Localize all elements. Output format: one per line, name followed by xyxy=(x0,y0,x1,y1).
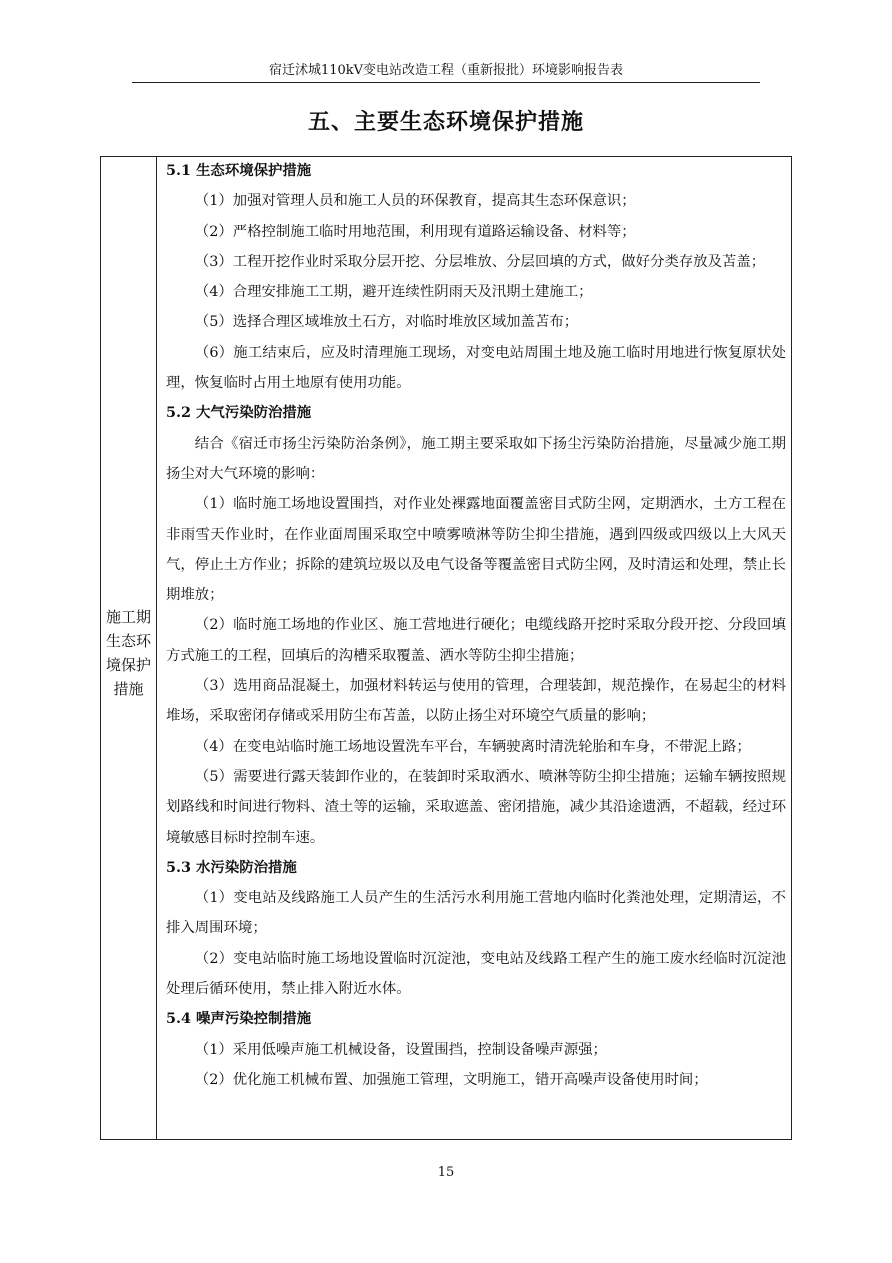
measure-paragraph: （3）选用商品混凝土，加强材料转运与使用的管理，合理装卸，规范操作，在易起尘的材料堆场，采取密闭存储或采用防尘布苫盖，以防止扬尘对环境空气质量的影响； xyxy=(166,678,786,725)
measure-paragraph: （1）加强对管理人员和施工人员的环保教育，提高其生态环保意识； xyxy=(194,193,636,210)
measure-paragraph: （4）在变电站临时施工场地设置洗车平台，车辆驶离时清洗轮胎和车身，不带泥上路； xyxy=(194,738,751,755)
header-rule xyxy=(132,82,760,83)
section-title: 五、主要生态环境保护措施 xyxy=(307,110,584,135)
block-heading: 5.2 大气污染防治措施 xyxy=(166,404,312,422)
measure-paragraph: （5）需要进行露天装卸作业的，在装卸时采取洒水、喷淋等防尘抑尘措施；运输车辆按照规划路线和时间进行物料、渣土等的运输，采取遮盖、密闭措施，减少其沿途遗洒，不超载，经过环境敏感目标时控制车速。 xyxy=(166,768,786,846)
block-air xyxy=(166,398,786,852)
measure-paragraph: （3）工程开挖作业时采取分层开挖、分层堆放、分层回填的方式，做好分类存放及苫盖； xyxy=(194,253,766,270)
measure-paragraph: 结合《宿迁市扬尘污染防治条例》，施工期主要采取如下扬尘污染防治措施，尽量减少施工期扬尘对大气环境的影响： xyxy=(166,435,786,482)
table-column-divider xyxy=(156,156,157,1140)
row-label-line: 措施 xyxy=(113,680,144,698)
measure-paragraph: （5）选择合理区域堆放土石方，对临时堆放区域加盖苫布； xyxy=(194,314,579,331)
row-label xyxy=(101,605,156,701)
page-number: 15 xyxy=(437,1165,455,1180)
measures-content xyxy=(166,156,786,1095)
measure-paragraph: （1）临时施工场地设置围挡，对作业处裸露地面覆盖密目式防尘网，定期洒水，土方工程在非雨雪天作业时，在作业面周围采取空中喷雾喷淋等防尘抑尘措施，遇到四级或四级以上大风天气，停止土方作业；拆除的建筑垃圾以及电气设备等覆盖密目式防尘网，及时清运和处理，禁止长期堆放； xyxy=(166,496,786,604)
block-water xyxy=(166,853,786,1004)
measure-paragraph: （2）优化施工机械布置、加强施工管理，文明施工，错开高噪声设备使用时间； xyxy=(194,1071,708,1088)
measure-paragraph: （6）施工结束后，应及时清理施工现场，对变电站周围土地及施工临时用地进行恢复原状处理，恢复临时占用土地原有使用功能。 xyxy=(166,344,786,392)
row-label-line: 境保护 xyxy=(105,656,151,674)
block-heading: 5.3 水污染防治措施 xyxy=(166,858,297,876)
measure-paragraph: （1）变电站及线路施工人员产生的生活污水利用施工营地内临时化粪池处理，定期清运，不排入周围环境； xyxy=(166,890,786,937)
measure-paragraph: （2）临时施工场地的作业区、施工营地进行硬化；电缆线路开挖时采取分段开挖、分段回填方式施工的工程，回填后的沟槽采取覆盖、洒水等防尘抑尘措施； xyxy=(166,617,786,664)
row-label-line: 生态环 xyxy=(105,632,151,650)
running-header: 宿迁沭城110kV变电站改造工程（重新报批）环境影响报告表 xyxy=(268,63,624,78)
measure-paragraph: （2）严格控制施工临时用地范围，利用现有道路运输设备、材料等； xyxy=(194,223,636,240)
block-heading: 5.4 噪声污染控制措施 xyxy=(166,1010,312,1028)
block-ecological xyxy=(166,156,786,398)
block-noise xyxy=(166,1004,786,1095)
measure-paragraph: （1）采用低噪声施工机械设备，设置围挡，控制设备噪声源强； xyxy=(194,1041,607,1058)
measure-paragraph: （2）变电站临时施工场地设置临时沉淀池，变电站及线路工程产生的施工废水经临时沉淀池处理后循环使用，禁止排入附近水体。 xyxy=(166,950,786,998)
block-heading: 5.1 生态环境保护措施 xyxy=(166,162,312,179)
row-label-line: 施工期 xyxy=(105,608,151,626)
measure-paragraph: （4）合理安排施工工期，避开连续性阴雨天及汛期土建施工； xyxy=(194,284,593,301)
